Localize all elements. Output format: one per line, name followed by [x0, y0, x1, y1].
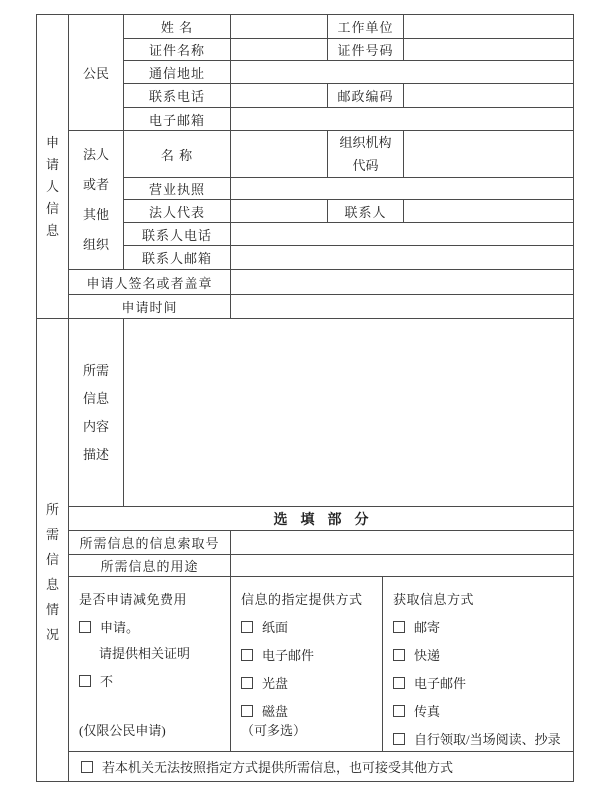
- provide-method-cell: [231, 577, 383, 752]
- index-no-value-cell[interactable]: [231, 531, 574, 555]
- contact-email-value-cell[interactable]: [231, 246, 574, 270]
- cert-no-label: 证件号码: [328, 39, 404, 61]
- org-code-value-cell[interactable]: [404, 131, 574, 178]
- obtain-email-label: 电子邮件: [414, 676, 467, 691]
- provide-method-options: [231, 577, 382, 749]
- email-value-cell[interactable]: [231, 108, 574, 131]
- fee-waiver-cell: [69, 577, 231, 752]
- checkbox-mail[interactable]: [393, 621, 405, 633]
- cert-no-value-cell[interactable]: [404, 39, 574, 61]
- usage-value-cell[interactable]: [231, 555, 574, 577]
- checkbox-email-obtain[interactable]: [393, 677, 405, 689]
- provide-note: （可多选）: [241, 723, 307, 738]
- section-title-applicant-text: 申请人信息: [45, 134, 59, 238]
- checkbox-email-provide[interactable]: [241, 649, 253, 661]
- applicant-table: [36, 14, 574, 319]
- contact-value-cell[interactable]: [404, 200, 574, 223]
- checkbox-disk[interactable]: [241, 705, 253, 717]
- obtain-method-cell: [383, 577, 574, 752]
- signature-value-cell[interactable]: [231, 270, 574, 295]
- provide-cd-option[interactable]: [241, 673, 374, 692]
- org-code-label: [328, 131, 404, 178]
- form-table-wrapper: [36, 14, 573, 782]
- fee-no-label: 不: [100, 674, 114, 689]
- postcode-label: 邮政编码: [328, 84, 404, 108]
- obtain-fax-option[interactable]: [393, 701, 565, 720]
- postcode-value-cell[interactable]: [404, 84, 574, 108]
- provide-paper-label: 纸面: [262, 620, 289, 635]
- fee-note: (仅限公民申请): [79, 723, 166, 738]
- license-label: 营业执照: [124, 178, 231, 200]
- fee-apply-option[interactable]: [79, 617, 222, 636]
- section-title-applicant: [37, 15, 69, 319]
- obtain-self-pickup-label: 自行领取/当场阅读、抄录: [414, 732, 561, 747]
- checkbox-fee-no[interactable]: [79, 675, 91, 687]
- obtain-express-option[interactable]: [393, 645, 565, 664]
- legal-rep-value-cell[interactable]: [231, 200, 328, 223]
- work-unit-value-cell[interactable]: [404, 15, 574, 39]
- org-name-label: 名 称: [124, 131, 231, 178]
- obtain-method-options: [383, 577, 573, 749]
- group-label-organization-text: 法人或者其他组织: [82, 147, 109, 252]
- fee-title: 是否申请减免费用: [79, 592, 188, 607]
- contact-label: 联系人: [328, 200, 404, 223]
- section-title-required-info: [37, 319, 69, 782]
- checkbox-fax[interactable]: [393, 705, 405, 717]
- org-name-value-cell[interactable]: [231, 131, 328, 178]
- obtain-express-label: 快递: [414, 648, 441, 663]
- name-label: 姓 名: [124, 15, 231, 39]
- obtain-fax-label: 传真: [414, 704, 441, 719]
- provide-cd-label: 光盘: [262, 676, 289, 691]
- checkbox-cd[interactable]: [241, 677, 253, 689]
- provide-email-option[interactable]: [241, 645, 374, 664]
- work-unit-label: 工作单位: [328, 15, 404, 39]
- fallback-option[interactable]: [69, 757, 573, 776]
- provide-disk-label: 磁盘: [262, 704, 289, 719]
- provide-method-title: 信息的指定提供方式: [241, 592, 363, 607]
- description-label: [69, 319, 124, 507]
- address-label: 通信地址: [124, 61, 231, 84]
- license-value-cell[interactable]: [231, 178, 574, 200]
- cert-name-value-cell[interactable]: [231, 39, 328, 61]
- phone-value-cell[interactable]: [231, 84, 328, 108]
- usage-label: 所需信息的用途: [69, 555, 231, 577]
- contact-phone-value-cell[interactable]: [231, 223, 574, 246]
- phone-label: 联系电话: [124, 84, 231, 108]
- checkbox-paper[interactable]: [241, 621, 253, 633]
- provide-email-label: 电子邮件: [262, 648, 315, 663]
- fallback-cell: [69, 752, 574, 782]
- optional-section-header: 选填部分: [69, 507, 574, 531]
- cert-name-label: 证件名称: [124, 39, 231, 61]
- name-value-cell[interactable]: [231, 15, 328, 39]
- required-info-table: [36, 318, 574, 782]
- contact-email-label: 联系人邮箱: [124, 246, 231, 270]
- section-title-required-info-text: 所需信息情况: [45, 502, 59, 642]
- fee-waiver-options: [69, 577, 230, 749]
- provide-paper-option[interactable]: [241, 617, 374, 636]
- signature-label: 申请人签名或者盖章: [69, 270, 231, 295]
- checkbox-self-pickup[interactable]: [393, 733, 405, 745]
- checkbox-accept-other[interactable]: [81, 761, 93, 773]
- fee-apply-note: 请提供相关证明: [99, 646, 191, 661]
- group-label-citizen: 公民: [69, 15, 124, 131]
- obtain-mail-label: 邮寄: [414, 620, 441, 635]
- obtain-note: [393, 748, 565, 752]
- contact-phone-label: 联系人电话: [124, 223, 231, 246]
- org-code-label-text: 组织机构代码: [339, 135, 392, 173]
- group-label-organization: [69, 131, 124, 270]
- fee-apply-label: 申请。: [100, 620, 140, 635]
- obtain-email-option[interactable]: [393, 673, 565, 692]
- obtain-method-title: 获取信息方式: [393, 592, 475, 607]
- fee-no-option[interactable]: [79, 671, 222, 690]
- checkbox-express[interactable]: [393, 649, 405, 661]
- checkbox-fee-apply[interactable]: [79, 621, 91, 633]
- obtain-mail-option[interactable]: [393, 617, 565, 636]
- apply-time-label: 申请时间: [69, 295, 231, 319]
- provide-disk-option[interactable]: [241, 701, 374, 720]
- description-value-cell[interactable]: [124, 319, 574, 507]
- email-label: 电子邮箱: [124, 108, 231, 131]
- index-no-label: 所需信息的信息索取号: [69, 531, 231, 555]
- apply-time-value-cell[interactable]: [231, 295, 574, 319]
- legal-rep-label: 法人代表: [124, 200, 231, 223]
- fallback-label: 若本机关无法按照指定方式提供所需信息，也可接受其他方式: [102, 760, 454, 775]
- address-value-cell[interactable]: [231, 61, 574, 84]
- obtain-self-pickup-option[interactable]: [393, 729, 565, 748]
- description-label-text: 所需信息内容描述: [82, 362, 109, 462]
